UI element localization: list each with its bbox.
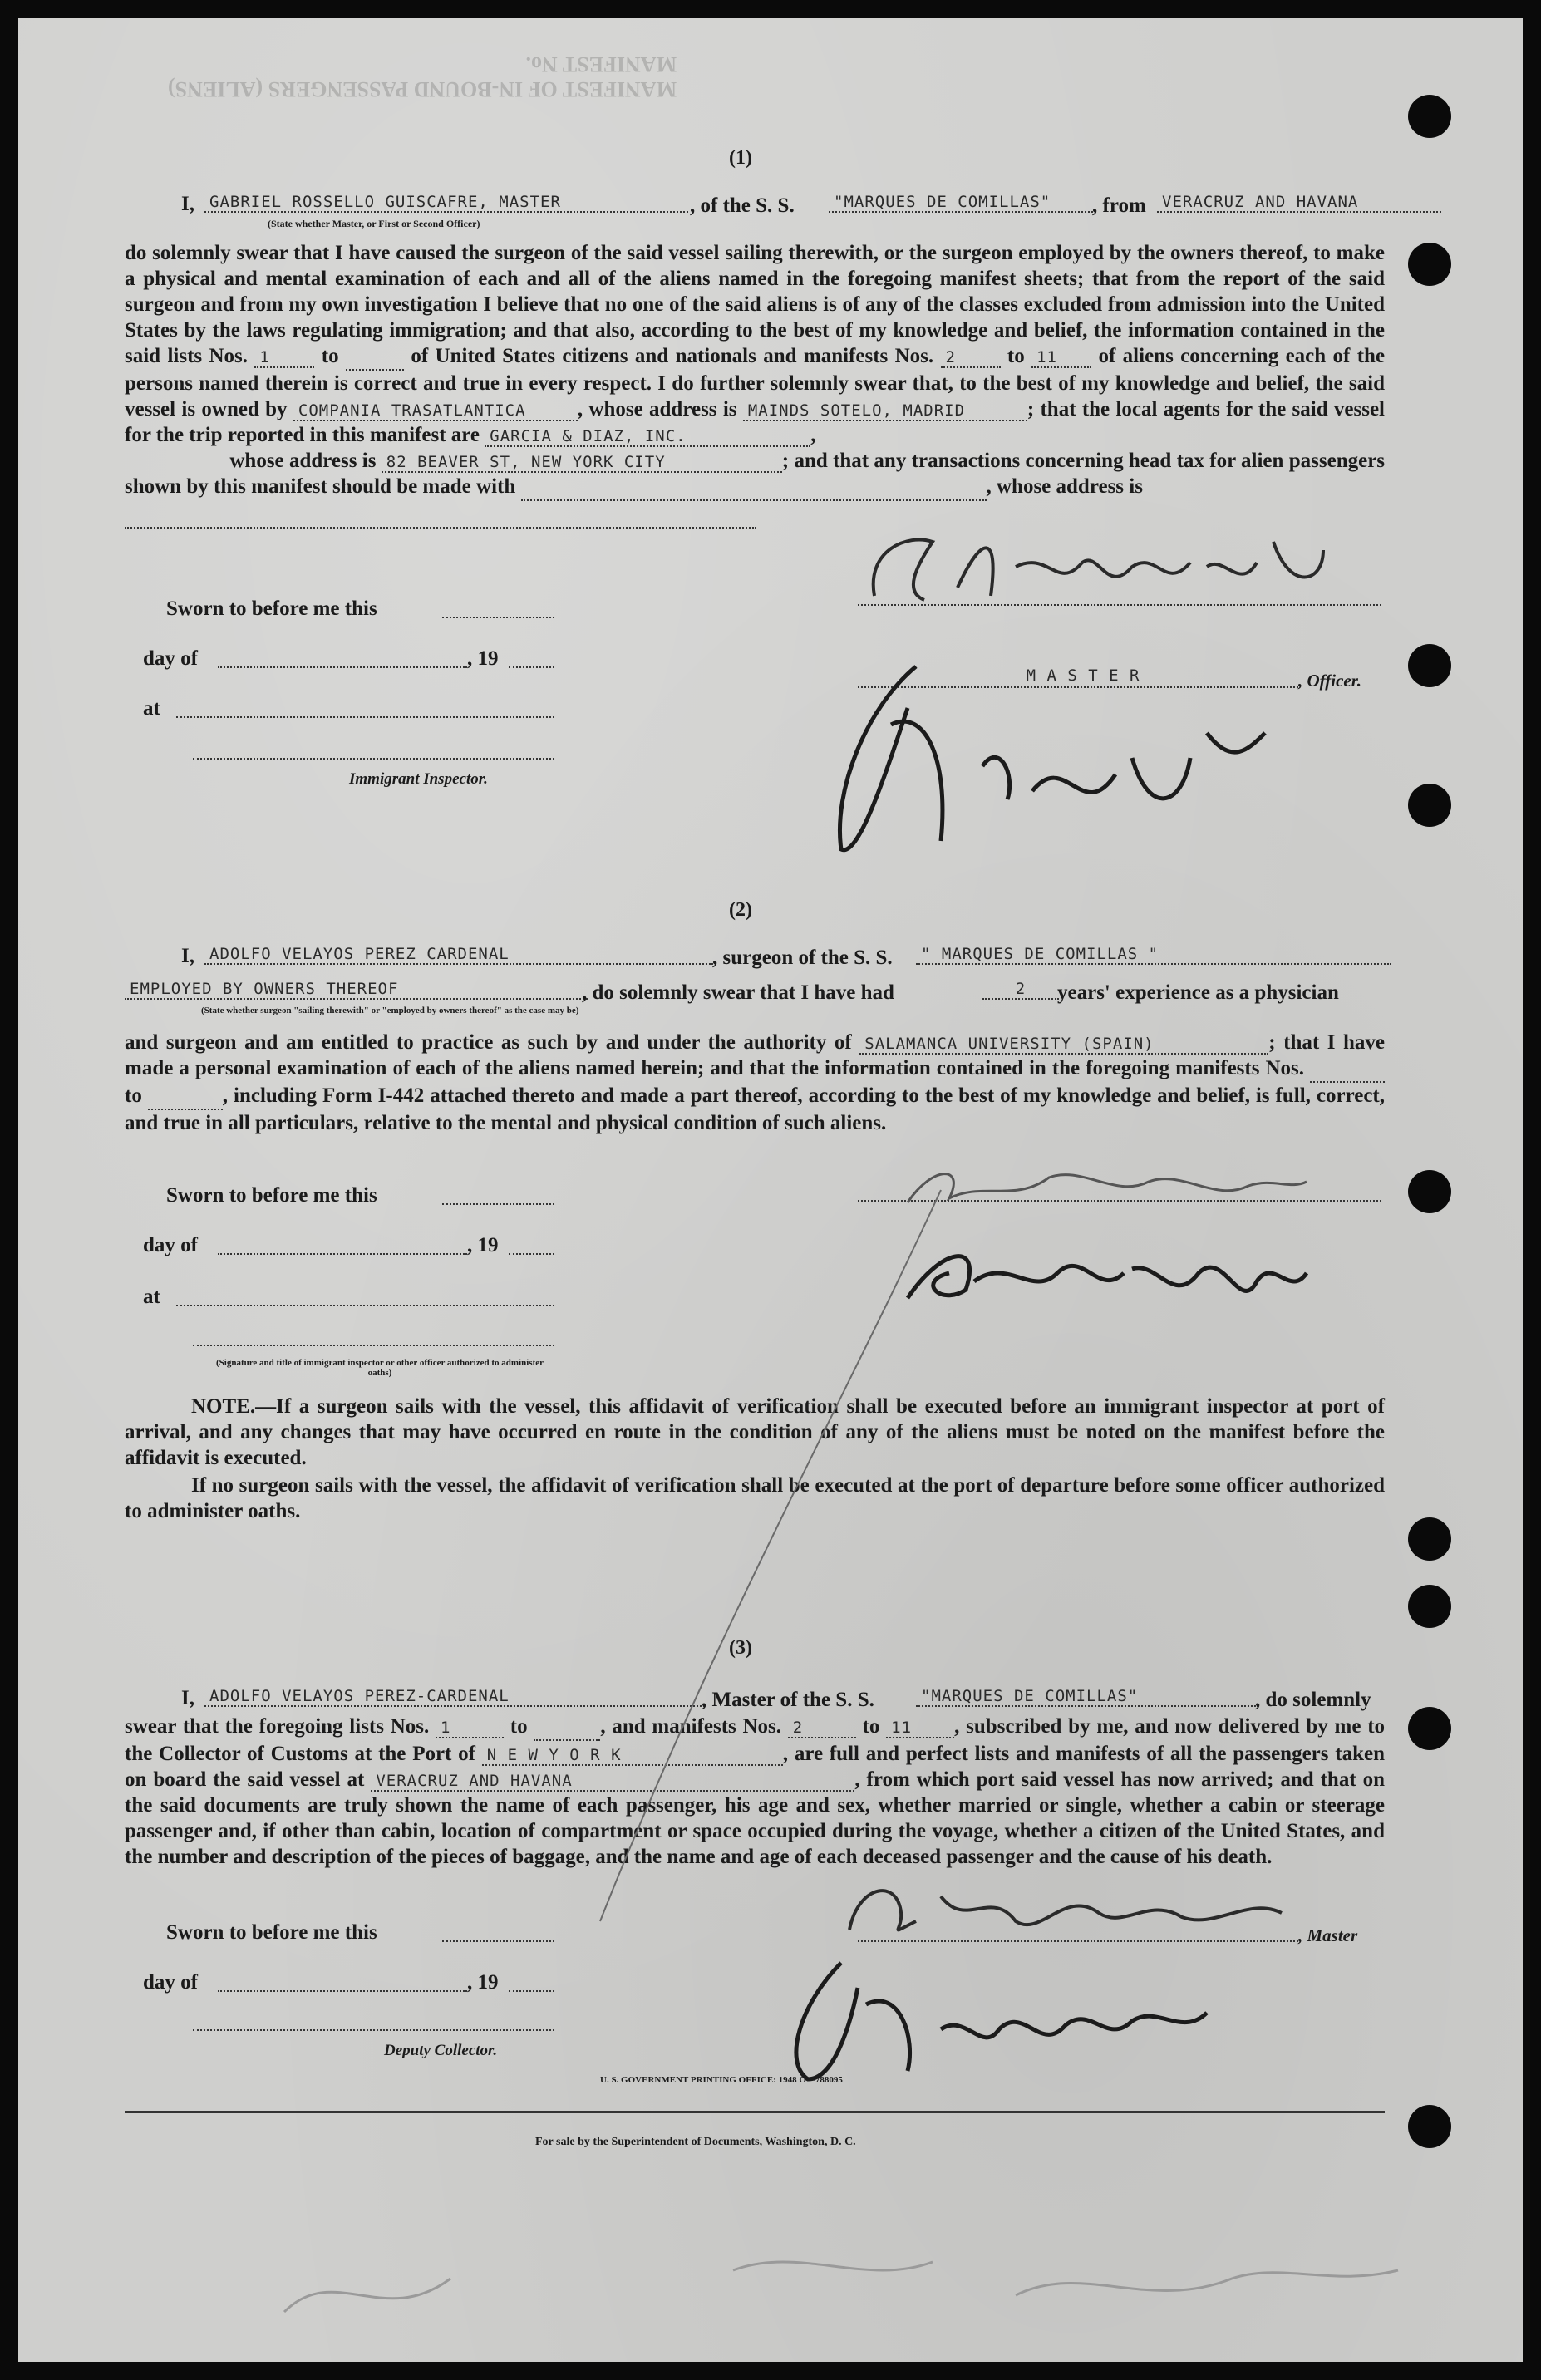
s3-to: to xyxy=(510,1715,528,1738)
s1-sworn: Sworn to before me this xyxy=(166,597,377,620)
s1-officer-title: M A S T E R xyxy=(1026,666,1140,685)
s1-vessel: "MARQUES DE COMILLAS" xyxy=(829,193,1096,213)
s2-inspector-line xyxy=(193,1345,554,1346)
s2-years-text: years' experience as a physician xyxy=(1057,981,1339,1004)
punch-hole xyxy=(1408,1517,1451,1561)
s1-text-3: of aliens concerning each of the persons named therein is correct and true in every respect. I do further solemnly swear that, to the best of my knowledge and belief, the said vessel is owned by xyxy=(125,345,1386,420)
bleed-line-1: MANIFEST OF IN-BOUND PASSENGERS (ALIENS) xyxy=(168,77,677,101)
footer-rule xyxy=(125,2111,1385,2113)
punch-hole xyxy=(1408,784,1451,827)
s3-manifests-to: 11 xyxy=(886,1719,954,1738)
s2-sworn-blank xyxy=(442,1203,554,1205)
s3-text-3b: , from which xyxy=(854,1768,970,1791)
punch-hole xyxy=(1408,1707,1451,1750)
s3-text-4: port said vessel has now arrived; and that on the said documents are truly shown the name of each passenger, his age and sex, whether married or single, whether a cabin or steerage passenger and, if other than cabin, location of compartment or space occupied during the voyage, whether a citizen of the United States, and the number and description of the pieces of baggage, and the name and age of each deceased passenger and the cause of his death. xyxy=(125,1768,1386,1868)
s1-at-blank xyxy=(176,716,554,718)
s2-swear: , do solemnly swear that I have had xyxy=(582,981,894,1004)
s3-to-2: to xyxy=(862,1715,880,1738)
punch-hole xyxy=(1408,644,1451,687)
s2-note-2: If no surgeon sails with the vessel, the affidavit of verification shall be executed at the port of departure before some officer authorized to administer oaths. xyxy=(125,1474,1385,1522)
s3-manifests-from: 2 xyxy=(788,1719,856,1738)
s1-owner: COMPANIA TRASATLANTICA xyxy=(293,401,578,421)
s3-collector-label: Deputy Collector. xyxy=(384,2042,498,2059)
s2-manifests-to-blank xyxy=(148,1083,223,1110)
s1-of-ss: , of the S. S. xyxy=(690,194,795,217)
s1-owner-address: MAINDS SOTELO, MADRID xyxy=(743,401,1027,421)
s1-at: at xyxy=(143,697,160,720)
s1-text-1: do solemnly swear that I have caused the surgeon of the said vessel sailing therewith, or the surgeon employed by the owners thereof, to make a physical and mental examination of each and all of the aliens named in the foregoing manifest sheets; that from the report of the said surgeon and from my own investigation I believe that no one of the said aliens is of any of the classes excluded from admission into the United States by the laws regulating immigration; and that also, according to the best of my knowledge and belief, the information contained in the said lists Nos. xyxy=(125,242,1385,367)
s1-whose-address: , whose address is xyxy=(577,398,737,420)
section-3-number: (3) xyxy=(729,1637,752,1659)
s2-note: NOTE.—If a surgeon sails with the vessel, this affidavit of verification shall be executed before an immigrant inspector at port of arrival, and any changes that may have occurred en route in the condition of any of the aliens must be noted on the manifest before the affidavit is executed. xyxy=(125,1395,1385,1469)
s2-surgeon-name: ADOLFO VELAYOS PEREZ CARDENAL xyxy=(204,945,713,965)
s3-text-2: delivered by me to the Collector of Customs at the Port of xyxy=(125,1715,1386,1765)
s2-to: to xyxy=(125,1084,142,1107)
s2-sworn: Sworn to before me this xyxy=(166,1184,377,1207)
s2-at: at xyxy=(143,1286,160,1308)
s1-year-blank xyxy=(509,666,554,668)
s3-text-3: manifests of all the passengers taken on board the said vessel at xyxy=(125,1743,1386,1791)
diagonal-pencil-line xyxy=(583,1182,958,1930)
s1-i: I, xyxy=(181,193,194,215)
s2-year: , 19 xyxy=(467,1234,499,1256)
s2-text-1: and surgeon and am entitled to practice as such by and under the authority of xyxy=(125,1031,852,1054)
s2-manifests-from-blank xyxy=(1310,1055,1385,1083)
s2-state-caption: (State whether surgeon "sailing therewith" or "employed by owners thereof" as the case may be) xyxy=(201,1006,579,1015)
s1-text-2: of United States citizens and nationals and manifests Nos. xyxy=(411,345,934,367)
s1-manifests-to: 11 xyxy=(1031,348,1091,368)
s1-inspector-label: Immigrant Inspector. xyxy=(349,770,488,788)
punch-hole xyxy=(1408,1170,1451,1213)
s3-gpo: U. S. GOVERNMENT PRINTING OFFICE: 1948 O—788095 xyxy=(600,2075,843,2085)
signature-master-section3-lower xyxy=(775,1955,1240,2087)
s3-port: N E W Y O R K xyxy=(482,1746,783,1766)
punch-hole xyxy=(1408,1585,1451,1628)
bleed-line-2: MANIFEST No. xyxy=(525,52,677,76)
s3-year: , 19 xyxy=(467,1971,499,1994)
s1-year: , 19 xyxy=(467,647,499,670)
footer-text: For sale by the Superintendent of Documents, Washington, D. C. xyxy=(535,2136,856,2148)
s1-body: do solemnly swear that I have caused the surgeon of the said vessel sailing therewith, or the surgeon employed by the owners thereof, to make a physical and mental examination of each and all of the aliens named in the foregoing manifest sheets; that from the report of the said surgeon and from my own investigation I believe that no one of the said aliens is of any of the classes excluded from admission into the United States by the laws regulating immigration; and that also, according to the best of my knowledge and belief, the information contained in the said lists Nos. 1 to of United States citizens and nationals and manifests Nos. 2 to 11 of aliens concerning each of the persons named therein is correct and true in every respect. I do further solemnly swear that, to the best of my knowledge and belief, the said vessel is owned by COMPANIA TRASATLANTICA , whose address is MAINDS SOTELO, MADRID ; that the local agents for the said vessel for the trip reported in this manifest are GARCIA & DIAZ, INC. , whose address is 82 BEAVER ST, NEW YORK CITY ; and that any transactions concerning head tax for alien passengers shown by this manifest should be made with , whose address is xyxy=(125,240,1385,529)
s3-sworn: Sworn to before me this xyxy=(166,1921,377,1944)
s1-lists-to-blank xyxy=(346,343,404,371)
s1-agents-address: 82 BEAVER ST, NEW YORK CITY xyxy=(382,453,782,473)
s1-from: , from xyxy=(1092,194,1146,217)
s1-to-2: to xyxy=(1007,345,1025,367)
manifest-page xyxy=(18,18,1523,2362)
s3-sworn-blank xyxy=(442,1940,554,1942)
s3-lists-from: 1 xyxy=(436,1719,504,1738)
s1-agents: GARCIA & DIAZ, INC. xyxy=(485,427,810,447)
s3-i: I, xyxy=(181,1687,194,1709)
s3-vessel: "MARQUES DE COMILLAS" xyxy=(916,1687,1258,1707)
s1-head-tax-blank xyxy=(521,474,987,501)
s2-surgeon-of: , surgeon of the S. S. xyxy=(712,947,893,969)
bleed-through-text xyxy=(168,52,677,101)
s1-address-blank xyxy=(125,501,756,529)
s2-year-blank xyxy=(509,1253,554,1255)
s2-day-of: day of xyxy=(143,1234,198,1256)
bottom-pencil-notes xyxy=(268,2212,1431,2337)
s1-manifests-from: 2 xyxy=(941,348,1001,368)
s3-collector-line xyxy=(193,2029,554,2031)
s2-authority: SALAMANCA UNIVERSITY (SPAIN) xyxy=(859,1035,1268,1055)
s1-text-7: , whose address is xyxy=(986,475,1143,498)
s3-master-label: , Master xyxy=(1298,1925,1358,1945)
s3-text-2b: , are full and perfect lists and xyxy=(782,1743,1050,1765)
s1-day-of: day of xyxy=(143,647,198,670)
s2-body: and surgeon and am entitled to practice as such by and under the authority of SALAMANCA UNIVERSITY (SPAIN) ; that I have made a personal examination of each of the aliens named herein; and that the information contained in the foregoing manifests Nos. to , including Form I-442 attached thereto and made a part thereof, according to the best of my knowledge and belief, is full, correct, and true in all particulars, relative to the mental and physical condition of such aliens. xyxy=(125,1031,1385,1134)
s3-do-solemnly: , do solemnly xyxy=(1255,1689,1371,1711)
punch-hole xyxy=(1408,243,1451,286)
s1-state-caption: (State whether Master, or First or Second Officer) xyxy=(268,218,480,229)
s1-inspector-line xyxy=(193,758,554,760)
s1-text-4: that the local agents for the said vessel for the trip reported in this manifest are xyxy=(125,398,1386,446)
s3-day-of: day of xyxy=(143,1971,198,1994)
s2-day-blank xyxy=(218,1253,467,1255)
s2-employed: EMPLOYED BY OWNERS THEREOF xyxy=(125,980,588,1000)
s1-sworn-blank xyxy=(442,617,554,618)
s2-i: I, xyxy=(181,945,194,967)
s1-to: to xyxy=(321,345,339,367)
s2-text-2: that I have made a personal examination of each of the aliens named herein; and that the information contained in the foregoing manifests Nos. xyxy=(125,1031,1385,1079)
s3-day-blank xyxy=(218,1990,467,1992)
s1-lists-from: 1 xyxy=(254,348,314,368)
s1-master-name: GABRIEL ROSSELLO GUISCAFRE, MASTER xyxy=(204,193,688,213)
punch-hole xyxy=(1408,95,1451,138)
s2-text-3: , including Form I-442 attached thereto and made a part thereof, according to the best of my knowledge and belief, is full, correct, and true in all particulars, relative to the mental and physical condition of such aliens. xyxy=(125,1084,1385,1134)
s2-years: 2 xyxy=(982,980,1059,1000)
s2-sig-caption: (Signature and title of immigrant inspector or other officer authorized to administer oaths) xyxy=(215,1358,544,1378)
section-2-number: (2) xyxy=(729,899,752,921)
s3-text-1: swear that the foregoing lists Nos. xyxy=(125,1715,430,1738)
punch-hole xyxy=(1408,2105,1451,2148)
s2-vessel: " MARQUES DE COMILLAS " xyxy=(916,945,1391,965)
s1-text-6: ; and that any transactions concerning head tax for alien passengers shown by this manifest should be made with xyxy=(125,450,1386,498)
s3-master-of: , Master of the S. S. xyxy=(702,1689,874,1711)
s1-day-blank xyxy=(218,666,467,668)
signature-master-upper xyxy=(858,517,1373,617)
section-1-number: (1) xyxy=(729,147,752,169)
signature-master-lower xyxy=(816,658,1282,874)
s3-and-manifests: , and manifests Nos. xyxy=(600,1715,782,1738)
s3-year-blank xyxy=(509,1990,554,1992)
s3-subscribed: , subscribed by me, and now xyxy=(954,1715,1212,1738)
s3-port-board: VERACRUZ AND HAVANA xyxy=(371,1772,854,1792)
s1-text-5: whose address is xyxy=(229,450,377,472)
s3-name: ADOLFO VELAYOS PEREZ-CARDENAL xyxy=(204,1687,705,1707)
s2-at-blank xyxy=(176,1305,554,1306)
signature-surgeon-upper xyxy=(899,1157,1315,1215)
s1-port-from: VERACRUZ AND HAVANA xyxy=(1157,193,1441,213)
s1-officer-label: , Officer. xyxy=(1298,671,1362,691)
